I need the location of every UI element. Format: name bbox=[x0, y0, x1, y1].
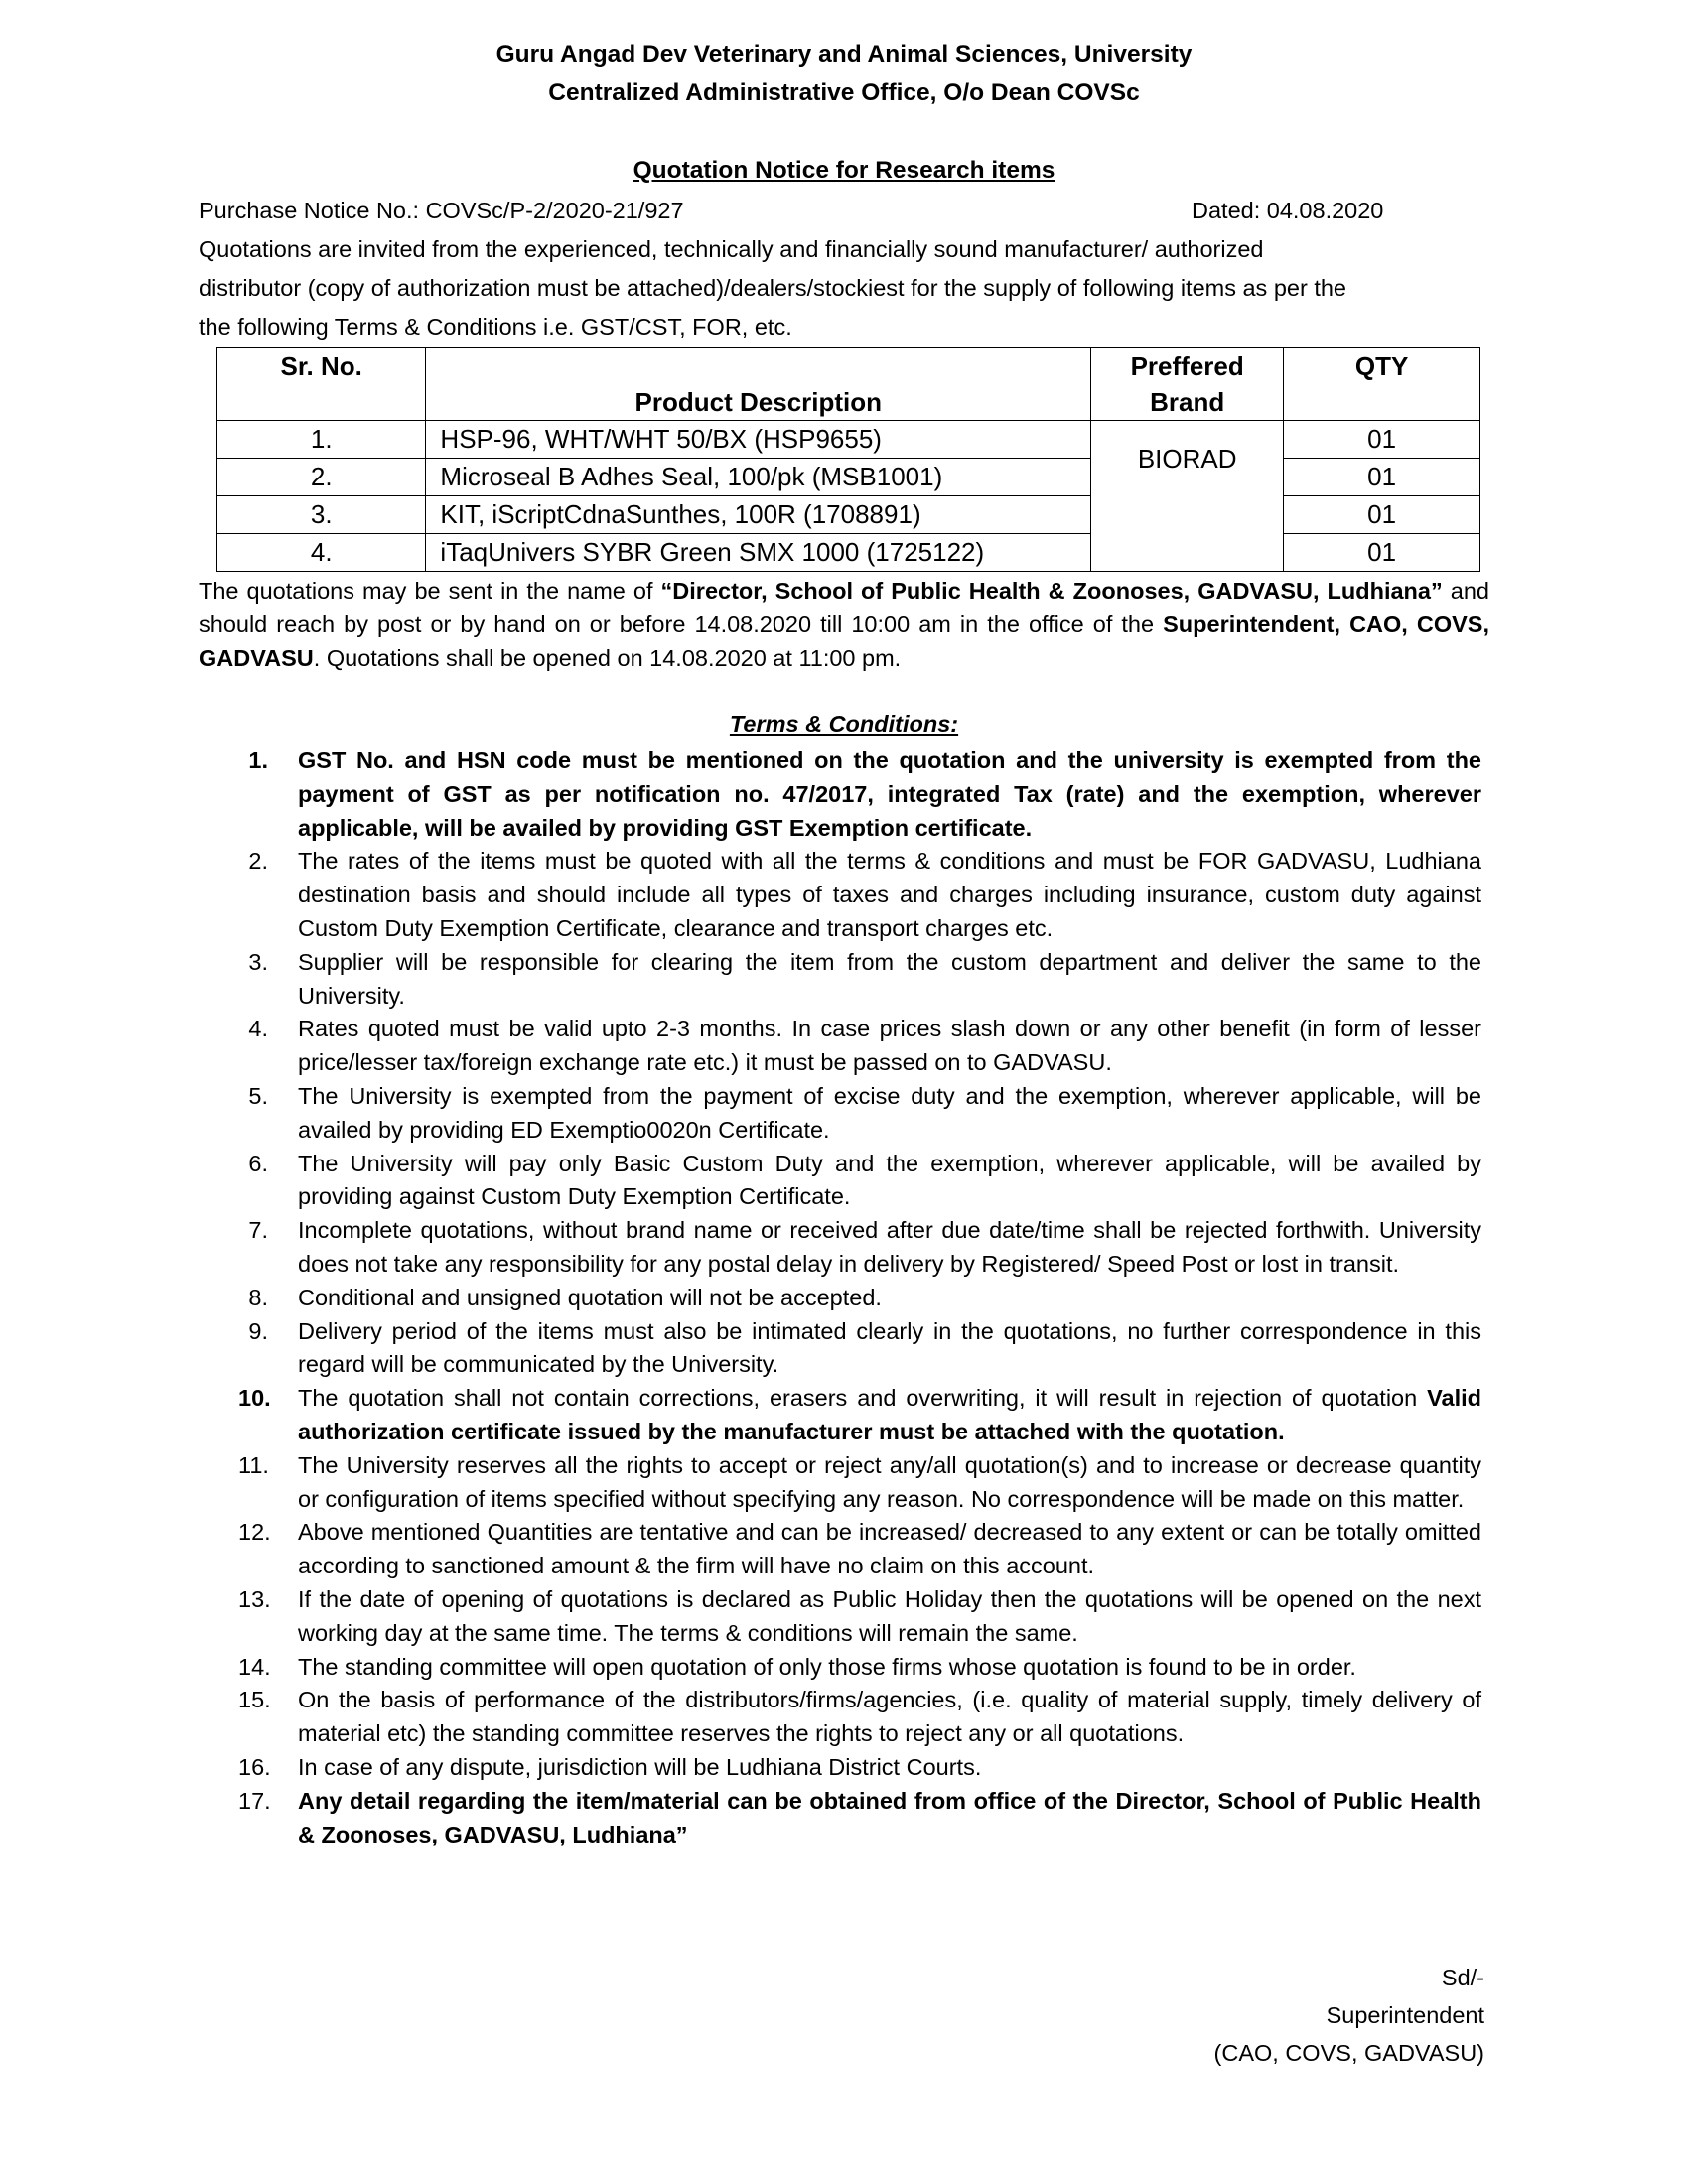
term-bold-text: Valid authorization certificate issued by the manufacturer must be attached with the quotation. bbox=[298, 1385, 1481, 1444]
term-number: 2. bbox=[248, 848, 268, 875]
term-item bbox=[238, 946, 1481, 1014]
row-sr: 3. bbox=[217, 496, 426, 534]
term-text: Incomplete quotations, without brand name or received after due date/time shall be rejected forthwith. University does not take any responsibility for any postal delay in delivery by Registered/ Speed Post or lost in transit. bbox=[298, 1217, 1481, 1277]
term-item bbox=[238, 1214, 1481, 1282]
submission-text-1: The quotations may be sent in the name of bbox=[199, 578, 661, 604]
term-text: The rates of the items must be quoted with all the terms & conditions and must be FOR GADVASU, Ludhiana destination basis and should include all types of taxes and charges including insurance, custom duty against Custom Duty Exemption Certificate, clearance and transport charges etc. bbox=[298, 848, 1481, 941]
term-number: 9. bbox=[248, 1317, 268, 1344]
term-item bbox=[238, 1785, 1481, 1852]
term-number: 5. bbox=[248, 1082, 268, 1109]
row-qty: 01 bbox=[1284, 496, 1480, 534]
term-text: Conditional and unsigned quotation will not be accepted. bbox=[298, 1284, 882, 1310]
term-text: The University is exempted from the payment of excise duty and the exemption, wherever applicable, will be availed by providing ED Exemptio0020n Certificate. bbox=[298, 1082, 1481, 1143]
header-product-description: Product Description bbox=[426, 348, 1091, 421]
notice-date: Dated: 04.08.2020 bbox=[1192, 198, 1384, 223]
row-description: HSP-96, WHT/WHT 50/BX (HSP9655) bbox=[426, 421, 1091, 459]
term-number: 8. bbox=[248, 1284, 268, 1310]
table-row bbox=[217, 496, 1480, 534]
term-number: 12. bbox=[238, 1519, 271, 1546]
term-item bbox=[238, 1013, 1481, 1080]
table-row bbox=[217, 459, 1480, 496]
table-row bbox=[217, 421, 1480, 459]
term-text: The University will pay only Basic Custom Duty and the exemption, wherever applicable, will be availed by providing against Custom Duty Exemption Certificate. bbox=[298, 1150, 1481, 1210]
row-qty: 01 bbox=[1284, 421, 1480, 459]
term-number: 4. bbox=[248, 1016, 268, 1042]
university-name: Guru Angad Dev Veterinary and Animal Sciences, University bbox=[495, 41, 1193, 68]
row-sr: 4. bbox=[217, 534, 426, 572]
term-number: 6. bbox=[248, 1150, 268, 1176]
submission-addressee: “Director, School of Public Health & Zoonoses, GADVASU, Ludhiana” bbox=[660, 578, 1443, 604]
header-brand-line-1: Preffered bbox=[1130, 351, 1244, 381]
intro-line-1: Quotations are invited from the experienced, technically and financially sound manufacturer/ authorized bbox=[199, 236, 1264, 262]
term-number: 11. bbox=[238, 1451, 269, 1478]
submission-text-2: and should reach by post or by hand on or before 14.08.2020 till 10:00 am in the office of the bbox=[199, 578, 1489, 637]
term-item bbox=[238, 1651, 1481, 1685]
terms-heading: Terms & Conditions: bbox=[729, 711, 959, 737]
signature-designation: Superintendent bbox=[1326, 2002, 1484, 2028]
term-number: 14. bbox=[238, 1653, 271, 1680]
term-text: If the date of opening of quotations is declared as Public Holiday then the quotations will be opened on the next working day at the same time. The terms & conditions will remain the same. bbox=[298, 1585, 1481, 1646]
intro-line-2: distributor (copy of authorization must be attached)/dealers/stockiest for the supply of following items as per the bbox=[199, 275, 1346, 301]
term-number: 3. bbox=[248, 948, 268, 975]
term-item bbox=[238, 745, 1481, 845]
term-number: 17. bbox=[238, 1787, 271, 1814]
notice-title: Quotation Notice for Research items bbox=[633, 157, 1055, 184]
submission-office: Superintendent, bbox=[1163, 612, 1340, 637]
purchase-notice-number: Purchase Notice No.: COVSc/P-2/2020-21/927 bbox=[199, 198, 684, 223]
intro-line-3: the following Terms & Conditions i.e. GST/CST, FOR, etc. bbox=[199, 314, 792, 340]
signature-office: (CAO, COVS, GADVASU) bbox=[1213, 2040, 1484, 2066]
submission-paragraph bbox=[199, 574, 1489, 675]
row-description: Microseal B Adhes Seal, 100/pk (MSB1001) bbox=[426, 459, 1091, 496]
row-sr: 1. bbox=[217, 421, 426, 459]
row-sr: 2. bbox=[217, 459, 426, 496]
term-text: On the basis of performance of the distributors/firms/agencies, (i.e. quality of material supply, timely delivery of material etc) the standing committee reserves the rights to reject any or all quotations. bbox=[298, 1687, 1481, 1747]
header-sr-no: Sr. No. bbox=[217, 348, 426, 421]
row-description: iTaqUnivers SYBR Green SMX 1000 (1725122) bbox=[426, 534, 1091, 572]
items-table bbox=[216, 347, 1480, 572]
term-item bbox=[238, 1282, 1481, 1315]
submission-office-2: CAO, COVS, GADVASU bbox=[199, 612, 1489, 671]
header-preferred-brand bbox=[1091, 348, 1284, 421]
term-item bbox=[238, 1684, 1481, 1751]
term-item bbox=[238, 1751, 1481, 1785]
term-text: The standing committee will open quotation of only those firms whose quotation is found to be in order. bbox=[298, 1653, 1356, 1680]
term-item bbox=[238, 1315, 1481, 1383]
term-number: 7. bbox=[248, 1217, 268, 1244]
term-number: 1. bbox=[248, 748, 268, 773]
terms-list bbox=[238, 745, 1481, 1851]
office-name: Centralized Administrative Office, O/o Dean COVSc bbox=[548, 79, 1140, 106]
term-number: 16. bbox=[238, 1753, 271, 1780]
row-qty: 01 bbox=[1284, 534, 1480, 572]
term-text: Rates quoted must be valid upto 2-3 months. In case prices slash down or any other benefit (in form of lesser price/lesser tax/foreign exchange rate etc.) it must be passed on to GADVASU. bbox=[298, 1016, 1481, 1076]
term-text: Any detail regarding the item/material can be obtained from office of the Director, School of Public Health & Zoonoses, GADVASU, Ludhiana” bbox=[298, 1787, 1481, 1847]
term-text: The University reserves all the rights to accept or reject any/all quotation(s) and to increase or decrease quantity or configuration of items specified without specifying any reason. No correspondence will be made on this matter. bbox=[298, 1451, 1481, 1512]
term-text: The quotation shall not contain corrections, erasers and overwriting, it will result in rejection of quotation bbox=[298, 1385, 1418, 1412]
term-item bbox=[238, 1516, 1481, 1583]
table-header-row bbox=[217, 348, 1480, 421]
term-number: 15. bbox=[238, 1687, 271, 1713]
term-item bbox=[238, 1382, 1481, 1449]
row-qty: 01 bbox=[1284, 459, 1480, 496]
row-brand: BIORAD bbox=[1091, 421, 1284, 572]
term-item bbox=[238, 1583, 1481, 1651]
term-text: In case of any dispute, jurisdiction will be Ludhiana District Courts. bbox=[298, 1753, 982, 1780]
row-description: KIT, iScriptCdnaSunthes, 100R (1708891) bbox=[426, 496, 1091, 534]
term-text: Supplier will be responsible for clearing the item from the custom department and deliver the same to the University. bbox=[298, 948, 1481, 1009]
term-item bbox=[238, 845, 1481, 945]
term-item bbox=[238, 1080, 1481, 1148]
term-text: Above mentioned Quantities are tentative and can be increased/ decreased to any extent or can be totally omitted according to sanctioned amount & the firm will have no claim on this account. bbox=[298, 1519, 1481, 1579]
header-qty: QTY bbox=[1284, 348, 1480, 421]
term-number: 13. bbox=[238, 1585, 271, 1612]
term-number: 10. bbox=[238, 1385, 271, 1412]
term-text: Delivery period of the items must also be intimated clearly in the quotations, no further correspondence in this regard will be communicated by the University. bbox=[298, 1317, 1481, 1378]
submission-text-3: . Quotations shall be opened on 14.08.2020 at 11:00 pm. bbox=[313, 645, 902, 671]
term-item bbox=[238, 1148, 1481, 1215]
term-text: GST No. and HSN code must be mentioned on the quotation and the university is exempted from the payment of GST as per notification no. 47/2017, integrated Tax (rate) and the exemption, wherever applicable, will be availed by providing GST Exemption certificate. bbox=[298, 748, 1481, 841]
signature-sd: Sd/- bbox=[1441, 1965, 1484, 1990]
table-row bbox=[217, 534, 1480, 572]
header-brand-line-2: Brand bbox=[1150, 387, 1225, 417]
term-item bbox=[238, 1449, 1481, 1517]
